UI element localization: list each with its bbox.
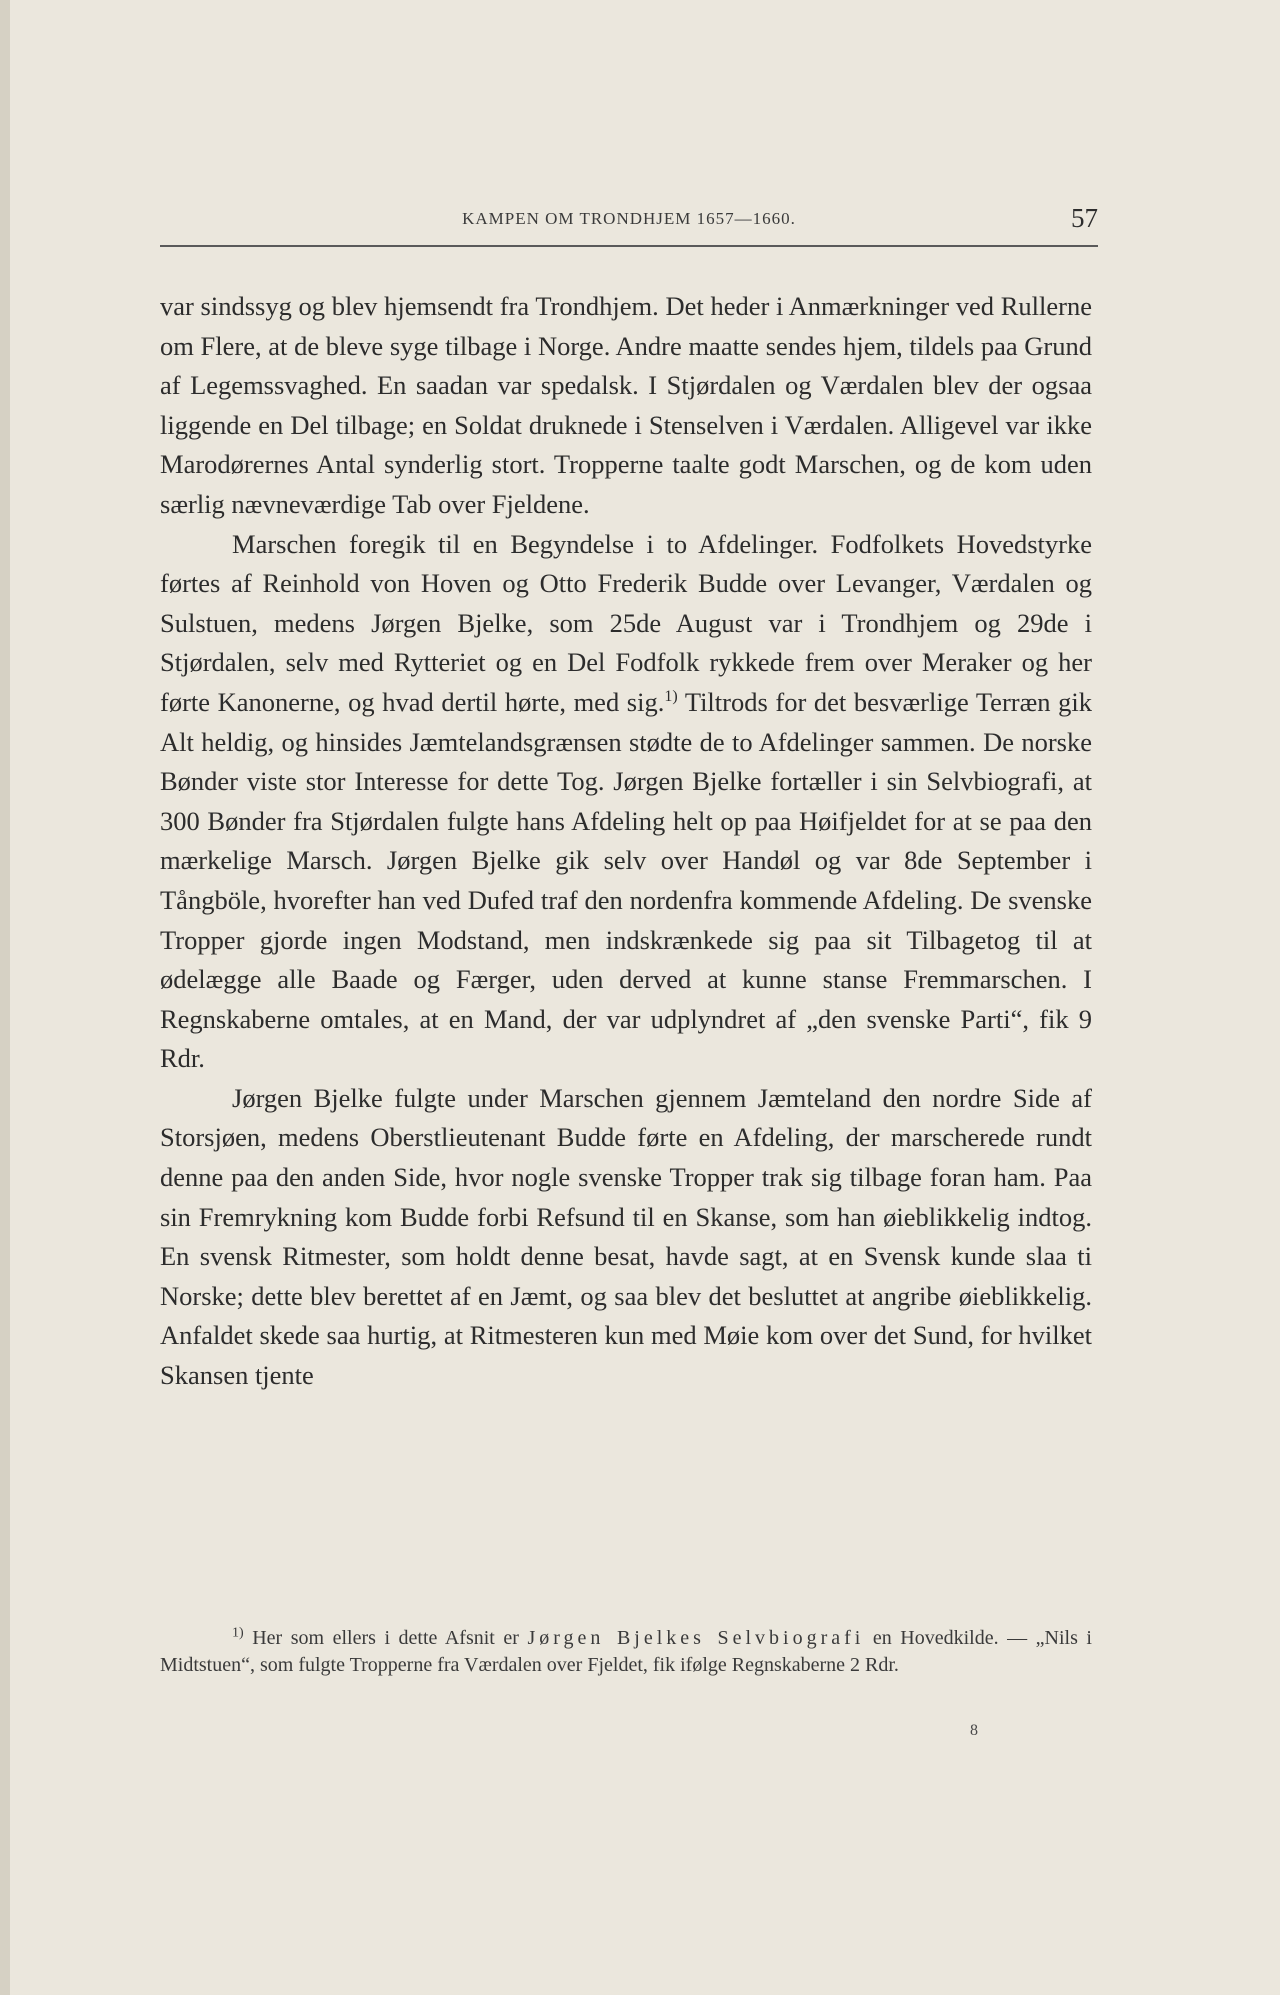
footnote-mark: 1) (232, 1625, 244, 1641)
running-header (160, 205, 1098, 247)
page-edge (0, 0, 10, 1995)
footnote-text-continued: en Hovedkilde. — „Nils i Midtstuen“, som fulgte Tropperne fra Værdalen over Fjeldet, fik ifølge Regnskaberne 2 Rdr. (160, 1627, 1092, 1676)
paragraph-3 (160, 1079, 1092, 1396)
signature-mark: 8 (970, 1722, 978, 1739)
running-title: KAMPEN OM TRONDHJEM 1657—1660. (462, 209, 796, 228)
paragraph-2 (160, 525, 1092, 1079)
paragraph-text: Jørgen Bjelke fulgte under Marschen gjennem Jæmteland den nordre Side af Storsjøen, medens Oberstlieutenant Budde førte en Afdeling, der marscherede rundt denne paa den anden Side, hvor nogle svenske Tropper trak sig tilbage foran ham. Paa sin Fremrykning kom Budde forbi Refsund til en Skanse, som han øieblikkelig indtog. En svensk Ritmester, som holdt denne besat, havde sagt, at en Svensk kunde slaa ti Norske; dette blev berettet af en Jæmt, og saa blev det besluttet at angribe øieblikkelig. Anfaldet skede saa hurtig, at Ritmesteren kun med Møie kom over det Sund, for hvilket Skansen tjente (160, 1082, 1092, 1391)
paragraph-text: var sindssyg og blev hjemsendt fra Trondhjem. Det heder i Anmærkninger ved Rullerne om Flere, at de bleve syge tilbage i Norge. Andre maatte sendes hjem, tildels paa Grund af Legemssvaghed. En saadan var spedalsk. I Stjørdalen og Værdalen blev der ogsaa liggende en Del tilbage; en Soldat druknede i Stenselven i Værdalen. Alligevel var ikke Marodørernes Antal synderlig stort. Tropperne taalte godt Marschen, og de kom uden særlig nævneværdige Tab over Fjeldene. (160, 291, 1092, 519)
footnote-spaced-title: Jørgen Bjelkes Selvbiografi (527, 1627, 865, 1649)
footnote (160, 1625, 1092, 1678)
footnote-text: Her som ellers i dette Afsnit er (243, 1627, 528, 1649)
paragraph-text: Marschen foregik til en Begyndelse i to Afdelinger. Fodfolkets Hovedstyrke førtes af Reinhold von Hoven og Otto Frederik Budde over Levanger, Værdalen og Sulstuen, medens Jørgen Bjelke, som 25de August var i Trondhjem og 29de i Stjørdalen, selv med Rytteriet og en Del Fodfolk rykkede frem over Meraker og her førte Kanonerne, og hvad dertil hørte, med sig. (160, 528, 1092, 717)
paragraph-1 (160, 287, 1092, 525)
footnote-reference: 1) (664, 688, 678, 706)
body-text (160, 287, 1092, 1396)
page-number: 57 (1071, 203, 1098, 233)
paragraph-text-continued: Tiltrods for det besværlige Terræn gik Alt heldig, og hinsides Jæmtelandsgrænsen stødte de to Afdelinger sammen. De norske Bønder viste stor Interesse for dette Tog. Jørgen Bjelke fortæller i sin Selvbiografi, at 300 Bønder fra Stjørdalen fulgte hans Afdeling helt op paa Høifjeldet for at se paa den mærkelige Marsch. Jørgen Bjelke gik selv over Handøl og var 8de September i Tångböle, hvorefter han ved Dufed traf den nordenfra kommende Afdeling. De svenske Tropper gjorde ingen Modstand, men indskrænkede sig paa sit Tilbagetog til at ødelægge alle Baade og Færger, uden derved at kunne stanse Fremmarschen. I Regnskaberne omtales, at en Mand, der var udplyndret af „den svenske Parti“, fik 9 Rdr. (160, 686, 1092, 1074)
